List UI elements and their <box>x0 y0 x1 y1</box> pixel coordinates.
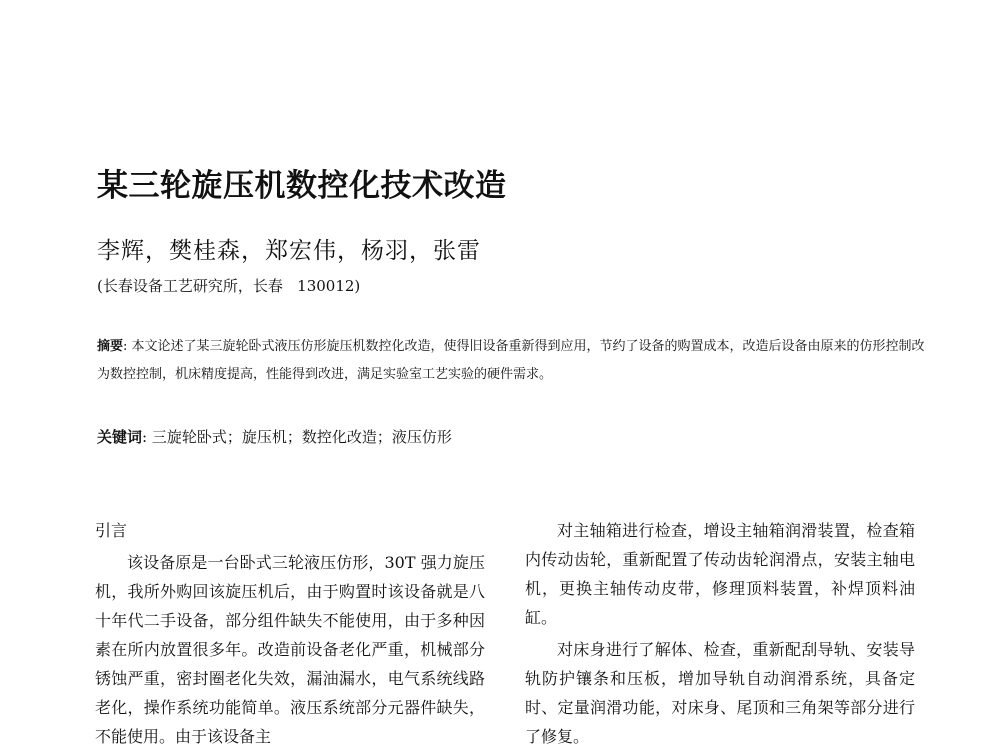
abstract <box>97 333 927 389</box>
right-column <box>525 516 915 754</box>
body-paragraph-bed: 对床身进行了解体、检查，重新配刮导轨、安装导轨防护镶条和压板，增加导轨自动润滑系统，具备定时、定量润滑功能，对床身、尾顶和三角架等部分进行了修复。 <box>525 640 915 746</box>
abstract-label: 摘要 <box>97 339 124 354</box>
section-heading-intro: 引言 <box>95 521 128 540</box>
left-column <box>95 516 485 751</box>
keywords <box>97 426 452 447</box>
affiliation: (长春设备工艺研究所，长春 130012) <box>97 277 361 295</box>
intro-paragraph: 该设备原是一台卧式三轮液压仿形，30T 强力旋压机，我所外购回该旋压机后，由于购置时该设备就是八十年代二手设备，部分组件缺失不能使用，由于多种因素在所内放置很多年。改造前设备老化严重，机械部分锈蚀严重，密封圈老化失效，漏油漏水，电气系统线路老化，操作系统功能简单。液压系统部分元器件缺失，不能使用。由于该设备主 <box>95 553 485 746</box>
paper-title: 某三轮旋压机数控化技术改造 <box>97 168 507 204</box>
body-paragraph-spindle: 对主轴箱进行检查，增设主轴箱润滑装置，检查箱内传动齿轮，重新配置了传动齿轮润滑点，安装主轴电机，更换主轴传动皮带，修理顶料装置，补焊顶料油缸。 <box>525 521 915 627</box>
author-list: 李辉，樊桂森，郑宏伟，杨羽，张雷 <box>97 238 481 264</box>
keywords-text: : 三旋轮卧式；旋压机；数控化改造；液压仿形 <box>142 428 452 446</box>
keywords-label: 关键词 <box>97 428 143 446</box>
abstract-text: : 本文论述了某三旋轮卧式液压仿形旋压机数控化改造，使得旧设备重新得到应用，节约了设备的购置成本，改造后设备由原来的仿形控制改为数控控制，机床精度提高，性能得到改进，满足实验室工艺实验的硬件需求。 <box>97 339 925 382</box>
